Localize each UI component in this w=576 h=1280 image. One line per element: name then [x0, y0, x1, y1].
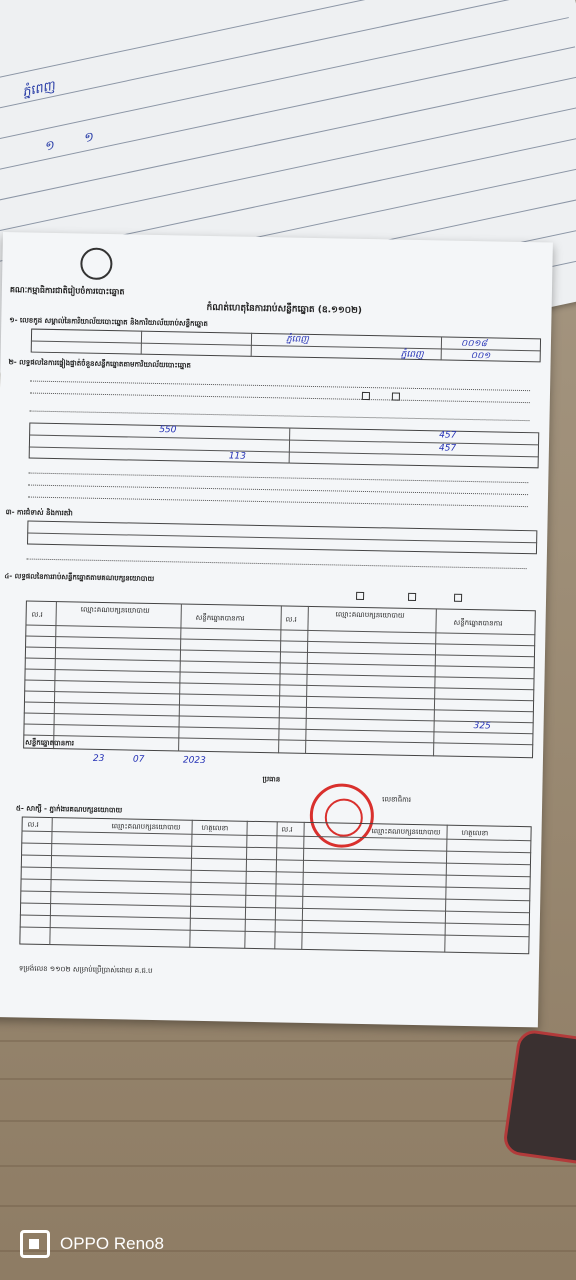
national-emblem [80, 247, 113, 280]
background-handwriting: ១ [42, 138, 56, 155]
section-3-heading: ៣- ការជំទាស់ និងការតវ៉ា [5, 508, 73, 518]
handwritten-commune: ភ្នំពេញ [285, 334, 309, 345]
column-header-votes: សន្លឹកឆ្នោតបានការ [195, 613, 245, 623]
camera-model-text: OPPO Reno8 [60, 1234, 164, 1253]
checkbox [356, 592, 364, 600]
checkbox [362, 392, 370, 400]
background-handwriting: ភ្នំពេញ [20, 78, 57, 101]
column-header-votes: សន្លឹកឆ្នោតបានការ [453, 618, 503, 628]
column-header-party: ឈ្មោះគណបក្សនយោបាយ [80, 605, 150, 615]
column-header-number: ល.រ [285, 615, 297, 624]
form-title: កំណត់ហេតុនៃការរាប់សន្លឹកឆ្នោត (ឧ.១១០២) [206, 302, 363, 316]
column-header-sign: ហត្ថលេខា [461, 828, 489, 838]
column-header-number: ល.រ [27, 820, 39, 829]
election-count-form [0, 232, 553, 1027]
background-handwriting: ១ [81, 129, 95, 147]
handwritten-code: ០០១ [470, 351, 491, 362]
handwritten-spoiled: 113 [228, 451, 247, 462]
checkbox [408, 593, 416, 601]
section-1-heading: ១- លេខកូដ សម្គាល់នៃការិយាល័យបោះឆ្នោត និងការិយាល័យរាប់សន្លឹកឆ្នោត [9, 316, 208, 328]
handwritten-votes: 325 [473, 721, 491, 732]
secretary-label: លេខាធិការ [382, 795, 412, 804]
checkbox [454, 594, 462, 602]
camera-logo-icon [20, 1230, 50, 1258]
checkbox [392, 392, 400, 400]
total-label: សន្លឹកឆ្នោតបានការ [25, 738, 75, 748]
section-2-heading: ២- លទ្ធផលនៃការផ្ទៀងផ្ទាត់ចំនួនសន្លឹកឆ្នោតតាមការិយាល័យបោះឆ្នោត [8, 358, 191, 370]
handwritten-received: 457 [438, 443, 457, 454]
authority-name: គណៈកម្មាធិការជាតិរៀបចំការបោះឆ្នោត [9, 285, 125, 297]
column-header-sign: ហត្ថលេខា [201, 823, 229, 833]
handwritten-date-day: 23 [92, 753, 105, 765]
handwritten-received: 457 [439, 430, 457, 441]
handwritten-code: ០០១៨ [460, 338, 487, 350]
handwritten-date-month: 07 [132, 754, 145, 765]
column-header-party: ឈ្មោះគណបក្សនយោបាយ [111, 822, 181, 832]
handwritten-date-year: 2023 [182, 755, 206, 766]
form-footer: ទម្រង់លេខ ១១០២ សម្រាប់ប្រើប្រាស់ដោយ គ.ជ.ប [18, 964, 153, 976]
section-5-heading: ៥- សាក្សី - ភ្នាក់ងារគណបក្សនយោបាយ [15, 804, 123, 815]
column-header-number: ល.រ [281, 825, 293, 834]
column-header-party: ឈ្មោះគណបក្សនយោបាយ [371, 827, 441, 837]
camera-watermark [20, 1230, 164, 1258]
column-header-party: ឈ្មោះគណបក្សនយោបាយ [335, 610, 405, 620]
phone-on-desk [502, 1028, 576, 1168]
section-4-heading: ៤- លទ្ធផលនៃការរាប់សន្លឹកឆ្នោតតាមគណបក្សនយោបាយ [4, 572, 155, 583]
chairman-label: ប្រធាន [262, 775, 281, 784]
column-header-number: ល.រ [31, 610, 43, 619]
handwritten-commune: ភ្នំពេញ [400, 349, 424, 361]
handwritten-total-issued: 550 [159, 425, 177, 436]
count-table [29, 423, 540, 469]
